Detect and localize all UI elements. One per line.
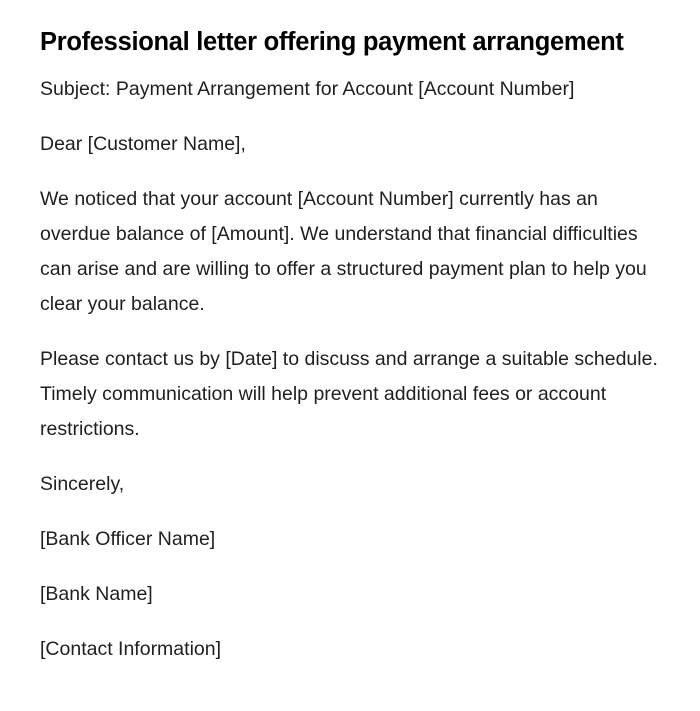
- letter-closing: Sincerely,: [40, 473, 125, 495]
- signature-bank-name: [Bank Name]: [40, 583, 153, 605]
- letter-subject: Subject: Payment Arrangement for Account [Account Number]: [40, 78, 575, 100]
- letter-body-paragraph-2: Please contact us by [Date] to discuss and arrange a suitable schedule. Timely communication will help prevent additional fees or account restrictions.: [40, 348, 658, 440]
- signature-contact-information: [Contact Information]: [40, 638, 222, 660]
- document-title: Professional letter offering payment arrangement: [40, 28, 624, 56]
- signature-officer-name: [Bank Officer Name]: [40, 528, 216, 550]
- letter-body-paragraph-1: We noticed that your account [Account Number] currently has an overdue balance of [Amount]. We understand that financial difficulties can arise and are willing to offer a structured payment plan to help you clear your balance.: [40, 188, 647, 315]
- letter-greeting: Dear [Customer Name],: [40, 133, 246, 155]
